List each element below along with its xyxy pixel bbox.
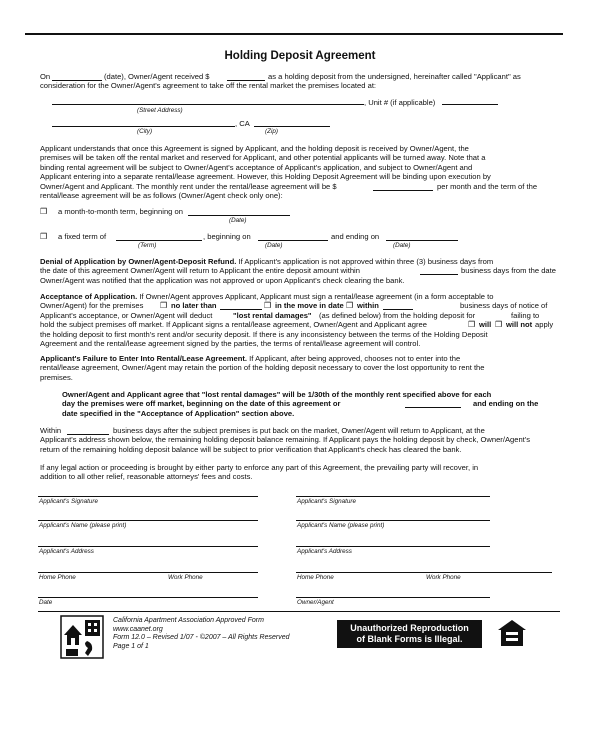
failure-line-3: premises.: [40, 372, 73, 382]
refund-days-field[interactable]: [420, 274, 458, 275]
work-phone-label-2: Work Phone: [426, 574, 461, 581]
owner-agent-label: Owner/Agent: [297, 599, 334, 606]
no-later-than-checkbox[interactable]: ❒: [160, 301, 168, 311]
failure-heading: Applicant's Failure to Enter Into Rental/Lease Agreement.: [40, 354, 248, 363]
acceptance-line-1: If Owner/Agent approves Applicant, Applicant must sign a rental/lease agreement (in a form acceptable to: [139, 292, 494, 301]
footer-url[interactable]: www.caanet.org: [113, 625, 163, 633]
city-field[interactable]: [52, 126, 235, 127]
month-to-month-date-field[interactable]: [188, 215, 290, 216]
footer-rule: [38, 611, 560, 612]
applicant-signature-line-2[interactable]: [296, 496, 490, 497]
off-market-date-field[interactable]: [405, 407, 461, 408]
intro-date-label: (date), Owner/Agent received $: [104, 72, 210, 81]
applicant-name-line[interactable]: [38, 520, 258, 521]
para1-line-3: binding rental agreement will be subject to Owner/Agent's acceptance of Applicant's application, and subject to Owner/Agent and: [40, 162, 473, 172]
acceptance-line-2d: within: [357, 301, 379, 311]
failure-line-2: rental/lease agreement, Owner/Agent may retain the portion of the holding deposit necessary to cover the lost opportunity to rent the: [40, 363, 485, 373]
footer-page: Page 1 of 1: [113, 642, 149, 650]
acceptance-heading: Acceptance of Application.: [40, 292, 138, 301]
denial-section: [40, 257, 556, 285]
footer-org: California Apartment Association Approved Form: [113, 617, 264, 624]
applicant-address-line[interactable]: [38, 546, 258, 547]
acceptance-line-4d: apply: [535, 320, 554, 330]
denial-line-1: If Applicant's application is not approved within three (3) business days from: [238, 257, 494, 266]
para1-line-5: Owner/Agent and Applicant. The monthly rent under the rental/lease agreement will be $ per month and the term of the: [40, 181, 538, 191]
beginning-on-label: , beginning on: [203, 232, 251, 241]
fixed-term-checkbox[interactable]: ❒: [40, 232, 48, 241]
within-line-1b: business days after the subject premises is put back on the market, Owner/Agent will return to Applicant, at the: [113, 426, 485, 435]
acceptance-line-4c: will not: [506, 320, 533, 330]
within-line-1a: Within: [40, 426, 62, 435]
street-address-field[interactable]: [52, 104, 364, 105]
applicant-address-label: Applicant's Address: [39, 548, 94, 555]
phone-line[interactable]: [38, 572, 258, 573]
date-label: Date: [39, 599, 53, 606]
legal-line-1: If any legal action or proceeding is brought by either party to enforce any part of this Agreement, the prevailing party will recover, in: [40, 463, 479, 472]
fixed-term-label: a fixed term of: [58, 232, 107, 241]
fixed-end-date-field[interactable]: [386, 240, 458, 241]
fixed-begin-date-label: (Date): [265, 242, 283, 249]
para1-line-2: premises will be taken off the rental market and reserved for Applicant, and other potential applicants will be turned away. Note that a: [40, 153, 486, 163]
ending-on-label: and ending on: [331, 232, 380, 241]
top-rule: [25, 33, 563, 35]
lost-damages-line-3: date specified in the "Acceptance of Application" section above.: [62, 408, 295, 418]
move-in-checkbox[interactable]: ❒: [264, 301, 272, 311]
return-days-field[interactable]: [67, 434, 109, 435]
ca-label: , CA: [235, 119, 250, 128]
zip-field[interactable]: [254, 126, 330, 127]
para1-line-6: rental/lease agreement will be as follows (Owner/Agent check only one):: [40, 191, 283, 201]
failure-line-1: If Applicant, after being approved, chooses not to enter into the: [249, 354, 461, 363]
acceptance-section: [40, 292, 554, 348]
denial-heading: Denial of Application by Owner/Agent-Deposit Refund.: [40, 257, 237, 266]
applicant-address-line-2[interactable]: [296, 546, 490, 547]
understanding-paragraph: [40, 144, 550, 200]
lost-damages-section: [62, 390, 554, 418]
monthly-rent-field[interactable]: [373, 190, 433, 191]
lost-damages-line-1: Owner/Agent and Applicant agree that "lost rental damages" will be 1/30th of the monthly rent specified above for each: [62, 390, 492, 399]
acceptance-line-3a: Applicant's acceptance, or Owner/Agent will deduct: [40, 310, 213, 320]
denial-line-2: the date of this agreement Owner/Agent will return to Applicant the entire deposit amount within: [40, 266, 360, 276]
footer-revision: Form 12.0 – Revised 1/07 - ©2007 – All Rights Reserved: [113, 634, 290, 642]
date-line[interactable]: [38, 597, 258, 598]
work-phone-label: Work Phone: [168, 574, 203, 581]
acceptance-line-6: Agreement and the rental/lease agreement signed by the parties, the terms of rental/lease agreement will control.: [40, 338, 421, 348]
per-month-text: per month and the term of the: [437, 181, 538, 191]
equal-housing-icon: [496, 618, 528, 648]
unit-field[interactable]: [442, 104, 498, 105]
warning-line-2: of Blank Forms is Illegal.: [356, 634, 463, 644]
intro-received-rest: as a holding deposit from the undersigned, hereinafter called "Applicant" as: [268, 72, 521, 81]
para1-line-4: Applicant entering into a separate rental/lease agreement. However, this Holding Deposit Agreement will be binding upon execution by: [40, 172, 491, 182]
will-checkbox[interactable]: ❒: [468, 320, 476, 330]
will-not-checkbox[interactable]: ❒: [495, 320, 503, 330]
applicant-name-label: Applicant's Name (please print): [39, 522, 127, 529]
month-to-month-checkbox[interactable]: ❒: [40, 207, 48, 216]
acceptance-line-5: the holding deposit to first month's rent and/or security deposit. If there is any inconsistency between the terms of the Holding Deposit: [40, 329, 488, 339]
city-label: (City): [137, 128, 153, 135]
month-to-month-date-label: (Date): [229, 217, 247, 224]
acceptance-line-3b: "lost rental damages": [233, 310, 312, 320]
applicant-name-label-2: Applicant's Name (please print): [297, 522, 385, 529]
within-line-3: return of the remaining holding deposit balance will be subject to prior verification that Applicant's check has cleared the bank.: [40, 444, 462, 454]
legal-section: [40, 463, 550, 482]
home-phone-label: Home Phone: [39, 574, 76, 581]
intro-line2: consideration for the Owner/Agent's agreement to take off the rental market the premises located at:: [40, 81, 377, 90]
acceptance-line-4b: will: [479, 320, 492, 330]
zip-label: (Zip): [265, 128, 278, 135]
within-section: [40, 426, 550, 454]
applicant-signature-label: Applicant's Signature: [39, 498, 98, 505]
within-checkbox[interactable]: ❒: [346, 301, 354, 311]
warning-line-1: Unauthorized Reproduction: [350, 623, 469, 633]
phone-line-2[interactable]: [296, 572, 552, 573]
acceptance-line-2a: Owner/Agent) for the premises: [40, 301, 144, 311]
legal-line-2: addition to all other relief, reasonable attorneys' fees and costs.: [40, 472, 253, 482]
applicant-name-line-2[interactable]: [296, 520, 490, 521]
unit-label: , Unit # (if applicable): [364, 98, 436, 107]
month-to-month-label: a month-to-month term, beginning on: [58, 207, 183, 216]
street-address-label: (Street Address): [137, 107, 183, 114]
caa-logo-icon: [60, 615, 104, 659]
home-phone-label-2: Home Phone: [297, 574, 334, 581]
acceptance-line-2e: business days of notice of: [460, 301, 548, 311]
fixed-begin-date-field[interactable]: [258, 240, 328, 241]
term-field[interactable]: [116, 240, 202, 241]
para1-line-1: Applicant understands that once this Agreement is signed by Applicant, and the holding deposit is received by Owner/Agent, the: [40, 144, 469, 153]
denial-line-3: Owner/Agent was notified that the application was not approved or upon Applicant's check clearing the bank.: [40, 275, 405, 285]
failure-section: [40, 354, 550, 382]
owner-agent-line[interactable]: [296, 597, 490, 598]
denial-line-2b: business days from the date: [461, 266, 556, 276]
applicant-signature-line[interactable]: [38, 496, 258, 497]
term-label: (Term): [138, 242, 157, 249]
within-line-2: Applicant's address shown below, the remaining holding deposit balance remaining. If Applicant pays the holding deposit by check, Owner/Agent's: [40, 435, 531, 445]
page-title: Holding Deposit Agreement: [224, 50, 376, 62]
acceptance-line-3d: failing to: [511, 310, 540, 320]
applicant-address-label-2: Applicant's Address: [297, 548, 352, 555]
intro-on: On: [40, 72, 51, 81]
reproduction-warning-box: [337, 620, 482, 648]
fixed-end-date-label: (Date): [393, 242, 411, 249]
acceptance-line-4a: hold the subject premises off market. If Applicant signs a rental/lease agreement, Owner/Agent and Applicant agree: [40, 320, 427, 330]
footer-text: [113, 617, 289, 651]
lost-damages-line-2b: and ending on the: [473, 399, 539, 409]
acceptance-line-3c: (as defined below) from the holding deposit for: [319, 310, 476, 320]
acceptance-line-2b: no later than: [171, 301, 217, 311]
acceptance-line-2c: in the move in date: [275, 301, 344, 311]
applicant-signature-label-2: Applicant's Signature: [297, 498, 356, 505]
lost-damages-line-2a: day the premises were off market, beginning on the date of this agreement or: [62, 399, 341, 409]
